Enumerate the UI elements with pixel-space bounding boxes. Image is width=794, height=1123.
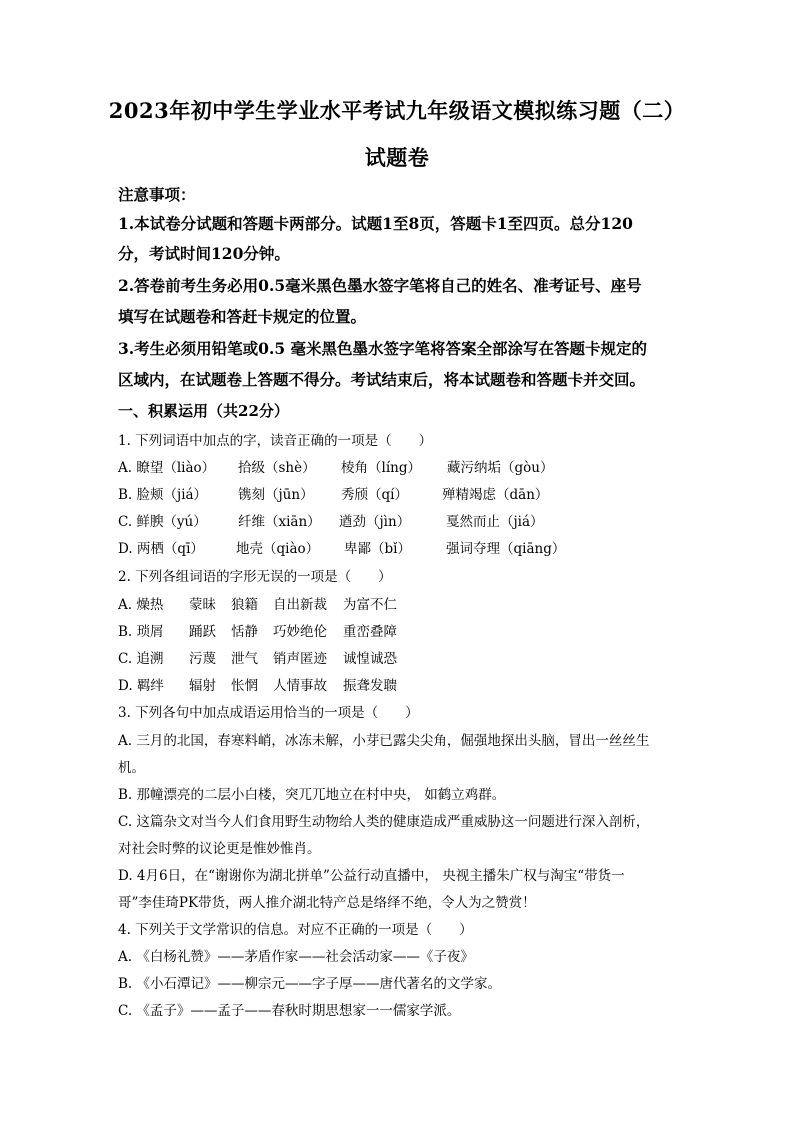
note-2-line-2: 填写在试题卷和答赶卡规定的位置。	[118, 307, 367, 326]
question-4-stem: 4. 下列关于文学常识的信息。对应不正确的一项是（ ）	[118, 922, 473, 938]
question-3-option-d-line-2: 哥”李佳琦PK带货，两人推介湖北特产总是络绎不绝，令人为之赞赏！	[118, 895, 536, 911]
note-3-line-2: 区域内，在试题卷上答题不得分。考试结束后，将本试题卷和答题卡并交回。	[118, 370, 646, 389]
question-3-option-d-line-1: D. 4月6日，在“谢谢你为湖北拼单”公益行动直播中， 央视主播朱广权与淘宝“带货一	[118, 868, 625, 884]
section-heading: 一、积累运用（共22分）	[118, 402, 289, 420]
page-subtitle: 试题卷	[364, 145, 430, 170]
question-3-option-c-line-1: C. 这篇杂文对当今人们食用野生动物给人类的健康造成严重威胁这一问题进行深入剖析，	[118, 814, 650, 830]
page-title: 2023年初中学生学业水平考试九年级语文模拟练习题（二）	[108, 98, 686, 123]
note-2-line-1: 2.答卷前考生务必用0.5毫米黑色墨水签字笔将自己的姓名、准考证号、座号	[118, 276, 642, 295]
exam-page: 2023年初中学生学业水平考试九年级语文模拟练习题（二） 试题卷 注意事项： 1.本试卷分试题和答题卡两部分。试题1至8页，答题卡1至四页。总分120 分，考试时间120分钟。 2.答卷前考生务必用0.5毫米黑色墨水签字笔将自己的姓名、准考证号、座号 填写在试题卷和答赶卡规定的位置。 3.考生必须用铅笔或0.5 毫米黑色墨水签字笔将答案全部涂写在答题卡规定的 区域内，在试题卷上答题不得分。考试结束后，将本试题卷和答题卡并交回。 一、积累运用（共22分） 1. 下列词语中加点的字，读音正确的一项是（ ） A. 瞭望（liào） 拾级（shè） 棱角（líng） 藏污纳垢（gòu） B. 脸颊（jiá） 镌刻（jūn） 秀颀（qí） 殚精竭虑（dān） C. 鲜腴（yú） 纤维（xiān） 遒劲（jìn） 戛然而止（jiá） D. 两栖（qī） 地壳（qiào） 卑鄙（bǐ） 强词夺理（qiāng） 2. 下列各组词语的字形无误的一项是（ ） A. 燥热 蒙昧 狼籍 自出新裁 为富不仁 B. 琐屑 踊跃 恬静 巧妙绝伦 重峦叠障 C. 追溯 污蔑 泄气 销声匿迹 诚惶诚恐 D. 羁绊 辐射 怅惘 人情事故 振聋发聩 3. 下列各句中加点成语运用恰当的一项是（ ） A. 三月的北国，春寒料峭，冰冻未解，小芽已露尖尖角，倔强地探出头脑，冒出一丝丝生 机。 B. 那幢漂亮的二层小白楼，突兀兀地立在村中央， 如鹤立鸡群。 C. 这篇杂文对当今人们食用野生动物给人类的健康造成严重威胁这一问题进行深入剖析， 对社会时弊的议论更是惟妙惟肖。 D. 4月6日，在“谢谢你为湖北拼单”公益行动直播中， 央视主播朱广权与淘宝“带货一 哥”李佳琦PK带货，两人推介湖北特产总是络绎不绝，令人为之赞赏！ 4. 下列关于文学常识的信息。对应不正确的一项是（ ） A. 《白杨礼赞》——茅盾作家——社会活动家——《子夜》 B. 《小石潭记》——柳宗元——字子厚——唐代著名的文学家。 C. 《孟子》——孟子——春秋时期思想家一一儒家学派。	[0, 0, 794, 1123]
question-2-stem: 2. 下列各组词语的字形无误的一项是（ ）	[118, 569, 392, 585]
question-4-option-c: C. 《孟子》——孟子——春秋时期思想家一一儒家学派。	[118, 1003, 461, 1019]
question-3-option-a-line-1: A. 三月的北国，春寒料峭，冰冻未解，小芽已露尖尖角，倔强地探出头脑，冒出一丝丝生	[118, 733, 650, 749]
question-3-stem: 3. 下列各句中加点成语运用恰当的一项是（ ）	[118, 705, 419, 721]
question-4-option-b: B. 《小石潭记》——柳宗元——字子厚——唐代著名的文学家。	[118, 976, 502, 992]
question-3-option-b: B. 那幢漂亮的二层小白楼，突兀兀地立在村中央， 如鹤立鸡群。	[118, 787, 506, 803]
notes-heading: 注意事项：	[118, 185, 196, 204]
note-1-line-2: 分，考试时间120分钟。	[118, 244, 290, 263]
note-1-line-1: 1.本试卷分试题和答题卡两部分。试题1至8页，答题卡1至四页。总分120	[118, 214, 633, 233]
question-3-option-a-line-2: 机。	[118, 760, 145, 776]
question-3-option-c-line-2: 对社会时弊的议论更是惟妙惟肖。	[118, 841, 321, 857]
question-4-option-a: A. 《白杨礼赞》——茅盾作家——社会活动家——《子夜》	[118, 949, 474, 965]
note-3-line-1: 3.考生必须用铅笔或0.5 毫米黑色墨水签字笔将答案全部涂写在答题卡规定的	[118, 339, 648, 358]
question-1-stem: 1. 下列词语中加点的字，读音正确的一项是（ ）	[118, 433, 433, 449]
